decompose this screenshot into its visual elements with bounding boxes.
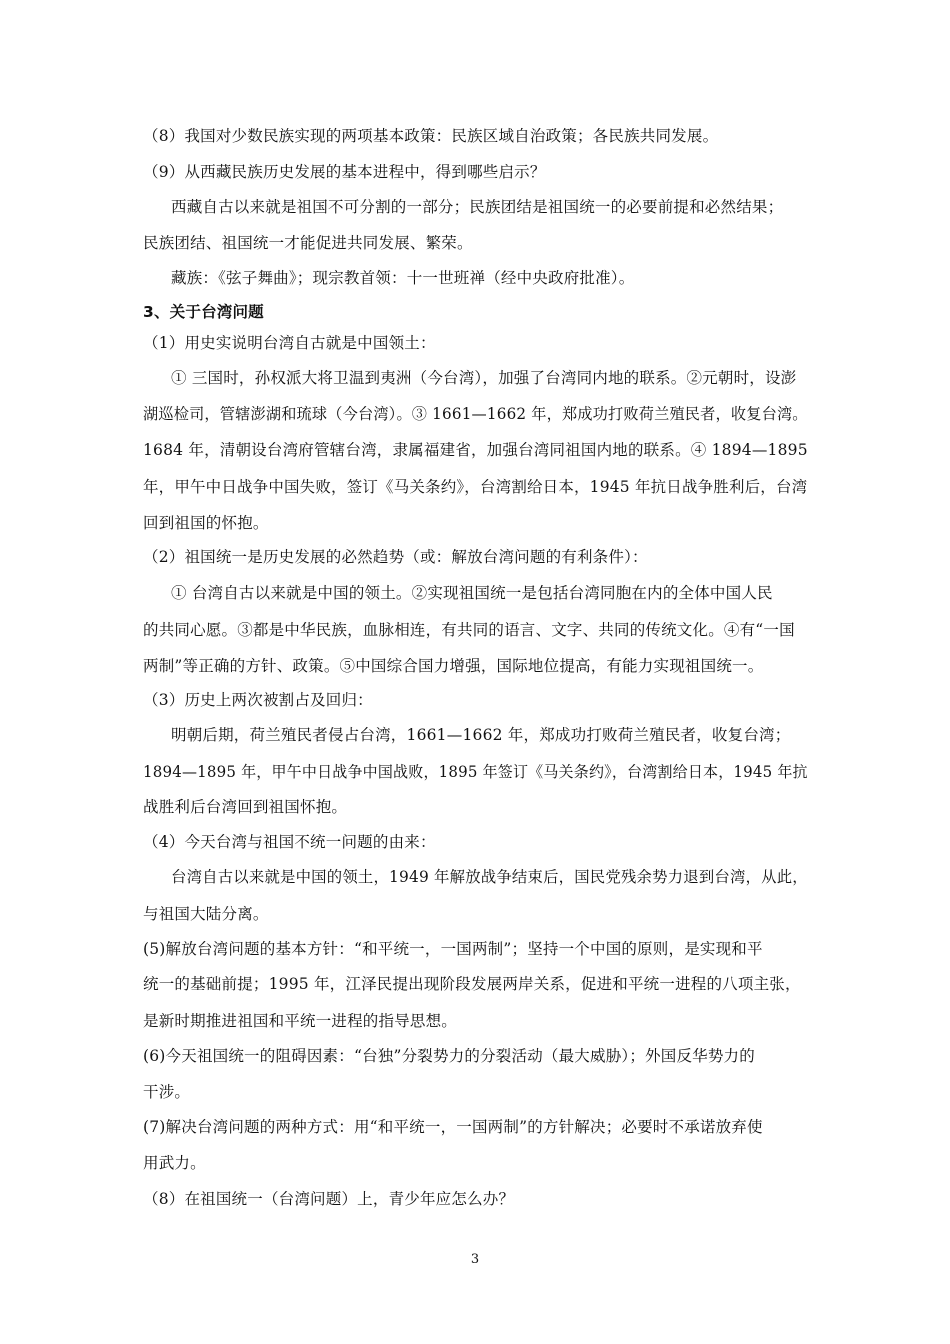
text-line: 藏族：《弦子舞曲》；现宗教首领：十一世班禅（经中央政府批准）。 (171, 269, 635, 287)
text-line: 西藏自古以来就是祖国不可分割的一部分；民族团结是祖国统一的必要前提和必然结果； (171, 198, 784, 216)
text-line: 年，甲午中日战争中国失败，签订《马关条约》，台湾割给日本，1945 年抗日战争胜利后，台湾 (143, 478, 808, 496)
text-line: ① 台湾自古以来就是中国的领土。②实现祖国统一是包括台湾同胞在内的全体中国人民 (171, 584, 773, 602)
text-line: (6)今天祖国统一的阻碍因素：“台独”分裂势力的分裂活动（最大威胁）；外国反华势力的 (143, 1047, 755, 1065)
section-heading: 3、关于台湾问题 (143, 303, 264, 321)
text-line: 两制”等正确的方针、政策。⑤中国综合国力增强，国际地位提高，有能力实现祖国统一。 (143, 657, 764, 675)
text-line: （8）在祖国统一（台湾问题）上，青少年应怎么办？ (143, 1190, 515, 1208)
text-line: （1）用史实说明台湾自古就是中国领土： (143, 334, 436, 352)
text-line: （9）从西藏民族历史发展的基本进程中，得到哪些启示？ (143, 163, 546, 181)
text-line: 民族团结、祖国统一才能促进共同发展、繁荣。 (143, 234, 473, 252)
text-line: 统一的基础前提；1995 年，江泽民提出现阶段发展两岸关系，促进和平统一进程的八项主张， (143, 975, 801, 993)
text-line: 台湾自古以来就是中国的领土，1949 年解放战争结束后，国民党残余势力退到台湾，从此， (171, 868, 808, 886)
text-line: 是新时期推进祖国和平统一进程的指导思想。 (143, 1012, 458, 1030)
text-line: 明朝后期，荷兰殖民者侵占台湾，1661—1662 年，郑成功打败荷兰殖民者，收复台湾； (171, 726, 791, 744)
text-line: 干涉。 (143, 1083, 191, 1101)
text-line: （2）祖国统一是历史发展的必然趋势（或：解放台湾问题的有利条件）： (143, 548, 648, 566)
text-line: （8）我国对少数民族实现的两项基本政策：民族区域自治政策；各民族共同发展。 (143, 127, 719, 145)
text-line: ① 三国时，孙权派大将卫温到夷洲（今台湾），加强了台湾同内地的联系。②元朝时，设澎 (171, 369, 797, 387)
text-line: （3）历史上两次被割占及回归： (143, 691, 373, 709)
text-line: 湖巡检司，管辖澎湖和琉球（今台湾）。③ 1661—1662 年，郑成功打败荷兰殖民者，收复台湾。 (143, 405, 808, 423)
text-line: （4）今天台湾与祖国不统一问题的由来： (143, 833, 436, 851)
text-line: 与祖国大陆分离。 (143, 905, 269, 923)
text-line: 的共同心愿。③都是中华民族，血脉相连，有共同的语言、文字、共同的传统文化。④有“一国 (143, 621, 795, 639)
text-line: 用武力。 (143, 1154, 206, 1172)
text-line: (7)解决台湾问题的两种方式：用“和平统一，一国两制”的方针解决；必要时不承诺放弃使 (143, 1118, 763, 1136)
text-line: (5)解放台湾问题的基本方针：“和平统一，一国两制”；坚持一个中国的原则，是实现和平 (143, 940, 763, 958)
text-line: 1894—1895 年，甲午中日战争中国战败，1895 年签订《马关条约》，台湾割给日本，1945 年抗 (143, 763, 808, 781)
text-line: 回到祖国的怀抱。 (143, 514, 269, 532)
text-line: 1684 年，清朝设台湾府管辖台湾，隶属福建省，加强台湾同祖国内地的联系。④ 1894—1895 (143, 441, 808, 459)
text-line: 战胜利后台湾回到祖国怀抱。 (143, 798, 348, 816)
page-number: 3 (470, 1252, 480, 1267)
